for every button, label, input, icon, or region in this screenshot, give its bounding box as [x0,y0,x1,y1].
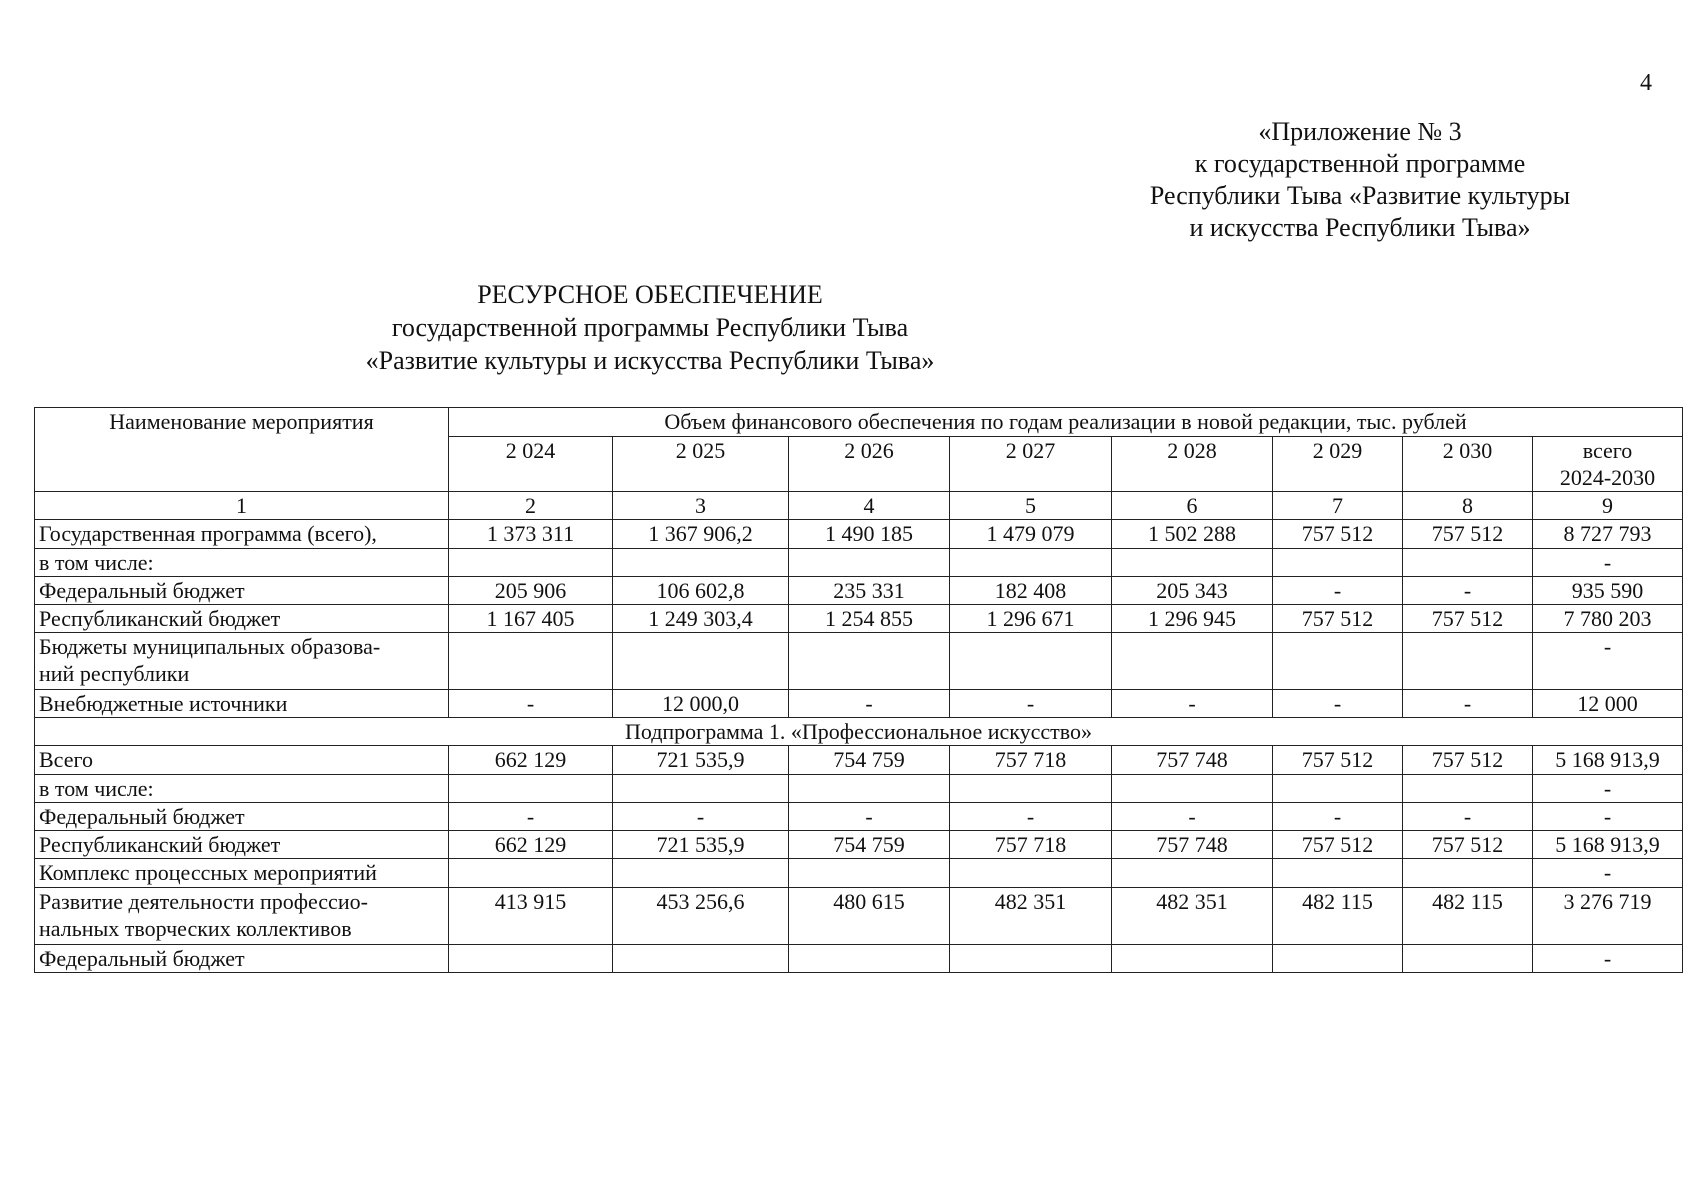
total-cell: - [1533,633,1683,690]
value-cell: 205 343 [1112,577,1273,605]
value-cell [449,633,613,690]
value-cell [1112,859,1273,888]
value-cell [613,775,789,803]
value-cell [1403,549,1533,577]
value-cell [449,775,613,803]
value-cell [449,549,613,577]
value-cell: 757 512 [1273,831,1403,859]
appendix-block [1100,116,1620,244]
value-cell [1112,633,1273,690]
table-row [35,888,1683,945]
total-cell: - [1533,775,1683,803]
total-cell: - [1533,859,1683,888]
title-line: «Развитие культуры и искусства Республики Тыва» [365,346,935,375]
value-cell: - [449,690,613,718]
value-cell [1273,859,1403,888]
value-cell: 754 759 [789,746,950,775]
row-name-line: нальных творческих коллективов [39,916,352,941]
value-cell [1273,945,1403,973]
value-cell [789,549,950,577]
value-cell: 1 296 945 [1112,605,1273,633]
value-cell: 1 296 671 [950,605,1112,633]
value-cell [1112,945,1273,973]
column-number: 1 [35,492,449,520]
table-row [35,945,1683,973]
row-name: Федеральный бюджет [35,803,449,831]
column-number: 9 [1533,492,1683,520]
year-header: 2 030 [1403,437,1533,492]
row-name-line: Бюджеты муниципальных образова- [39,634,381,659]
row-name: Комплекс процессных мероприятий [35,859,449,888]
header-row [35,408,1683,437]
value-cell: 757 512 [1273,520,1403,549]
value-cell [950,859,1112,888]
appendix-line: к государственной программе [1194,149,1526,178]
value-cell: 754 759 [789,831,950,859]
table-row [35,775,1683,803]
row-name: в том числе: [35,775,449,803]
year-header: 2 027 [950,437,1112,492]
value-cell: 1 249 303,4 [613,605,789,633]
value-cell: 1 373 311 [449,520,613,549]
value-cell: 757 748 [1112,831,1273,859]
subprogram-row [35,718,1683,746]
value-cell: 757 512 [1403,520,1533,549]
row-name: Внебюджетные источники [35,690,449,718]
value-cell [613,859,789,888]
column-number: 8 [1403,492,1533,520]
value-cell: 757 718 [950,831,1112,859]
table-row [35,803,1683,831]
value-cell [449,945,613,973]
value-cell [1273,549,1403,577]
value-cell: 757 512 [1403,831,1533,859]
value-cell: - [789,803,950,831]
value-cell: - [950,690,1112,718]
column-number: 4 [789,492,950,520]
table-row [35,746,1683,775]
total-header-line: 2024-2030 [1559,465,1656,490]
value-cell: - [789,690,950,718]
value-cell: 1 502 288 [1112,520,1273,549]
year-header: 2 024 [449,437,613,492]
row-name-line: ний республики [39,661,190,686]
column-number-row [35,492,1683,520]
value-cell: 721 535,9 [613,831,789,859]
total-cell: 5 168 913,9 [1533,746,1683,775]
table-row [35,520,1683,549]
total-cell: 3 276 719 [1533,888,1683,945]
value-cell [1273,775,1403,803]
value-cell [950,775,1112,803]
value-cell: 480 615 [789,888,950,945]
row-name: в том числе: [35,549,449,577]
value-cell: 757 718 [950,746,1112,775]
value-cell: - [1112,690,1273,718]
year-header: 2 029 [1273,437,1403,492]
title-line: государственной программы Республики Тыва [391,313,909,342]
value-cell [449,859,613,888]
value-cell: 482 351 [950,888,1112,945]
value-cell: 757 512 [1403,605,1533,633]
table-row [35,690,1683,718]
value-cell: 482 115 [1403,888,1533,945]
value-cell: 12 000,0 [613,690,789,718]
table-row [35,859,1683,888]
document-title [0,278,1300,377]
value-cell: - [613,803,789,831]
value-cell [1403,633,1533,690]
column-number: 6 [1112,492,1273,520]
table-header [35,408,1683,520]
value-cell [789,633,950,690]
value-cell: 662 129 [449,831,613,859]
value-cell: 482 115 [1273,888,1403,945]
subprogram-title: Подпрограмма 1. «Профессиональное искусство» [35,718,1683,746]
total-cell: - [1533,945,1683,973]
appendix-line: «Приложение № 3 [1258,117,1462,146]
total-cell: - [1533,549,1683,577]
header-volume-cell: Объем финансового обеспечения по годам реализации в новой редакции, тыс. рублей [449,408,1683,437]
value-cell [789,775,950,803]
value-cell [789,859,950,888]
value-cell: - [449,803,613,831]
row-name [35,888,449,945]
value-cell: 205 906 [449,577,613,605]
value-cell: 1 367 906,2 [613,520,789,549]
column-number: 5 [950,492,1112,520]
year-header: 2 025 [613,437,789,492]
value-cell: - [1403,803,1533,831]
value-cell [1112,549,1273,577]
value-cell [950,549,1112,577]
row-name: Республиканский бюджет [35,831,449,859]
value-cell: 757 512 [1273,605,1403,633]
appendix-line: и искусства Республики Тыва» [1189,213,1531,242]
value-cell: - [1273,577,1403,605]
year-header: 2 028 [1112,437,1273,492]
value-cell: 757 512 [1273,746,1403,775]
column-number: 7 [1273,492,1403,520]
value-cell: 106 602,8 [613,577,789,605]
total-cell: 8 727 793 [1533,520,1683,549]
value-cell: - [1273,803,1403,831]
row-name: Всего [35,746,449,775]
table-row [35,577,1683,605]
value-cell [950,945,1112,973]
table-row [35,605,1683,633]
value-cell: 453 256,6 [613,888,789,945]
value-cell: - [1403,690,1533,718]
column-number: 3 [613,492,789,520]
total-cell: 5 168 913,9 [1533,831,1683,859]
resource-table-wrapper [34,407,1682,973]
value-cell [613,945,789,973]
value-cell: 482 351 [1112,888,1273,945]
value-cell: 413 915 [449,888,613,945]
value-cell [789,945,950,973]
value-cell [1273,633,1403,690]
value-cell: 757 748 [1112,746,1273,775]
value-cell [1403,859,1533,888]
value-cell: 662 129 [449,746,613,775]
header-name-cell: Наименование мероприятия [35,408,449,492]
title-line: РЕСУРСНОЕ ОБЕСПЕЧЕНИЕ [477,280,823,309]
value-cell: 1 490 185 [789,520,950,549]
value-cell: - [1112,803,1273,831]
row-name: Государственная программа (всего), [35,520,449,549]
value-cell [950,633,1112,690]
value-cell: 757 512 [1403,746,1533,775]
appendix-line: Республики Тыва «Развитие культуры [1149,181,1571,210]
resource-table [34,407,1683,973]
value-cell: 182 408 [950,577,1112,605]
value-cell [1112,775,1273,803]
value-cell: 1 254 855 [789,605,950,633]
row-name: Федеральный бюджет [35,577,449,605]
value-cell [1403,945,1533,973]
row-name: Республиканский бюджет [35,605,449,633]
value-cell: - [1273,690,1403,718]
table-row [35,549,1683,577]
row-name [35,633,449,690]
total-cell: 935 590 [1533,577,1683,605]
value-cell: - [1403,577,1533,605]
row-name-line: Развитие деятельности профессио- [39,889,368,914]
total-header [1533,437,1683,492]
total-header-line: всего [1582,438,1633,463]
value-cell [613,549,789,577]
value-cell [1403,775,1533,803]
total-cell: 7 780 203 [1533,605,1683,633]
total-cell: 12 000 [1533,690,1683,718]
page-number: 4 [1640,70,1652,96]
value-cell: 1 479 079 [950,520,1112,549]
table-row [35,633,1683,690]
table-body [35,520,1683,973]
table-row [35,831,1683,859]
year-header: 2 026 [789,437,950,492]
value-cell: - [950,803,1112,831]
total-cell: - [1533,803,1683,831]
column-number: 2 [449,492,613,520]
value-cell [613,633,789,690]
row-name: Федеральный бюджет [35,945,449,973]
value-cell: 1 167 405 [449,605,613,633]
value-cell: 721 535,9 [613,746,789,775]
value-cell: 235 331 [789,577,950,605]
